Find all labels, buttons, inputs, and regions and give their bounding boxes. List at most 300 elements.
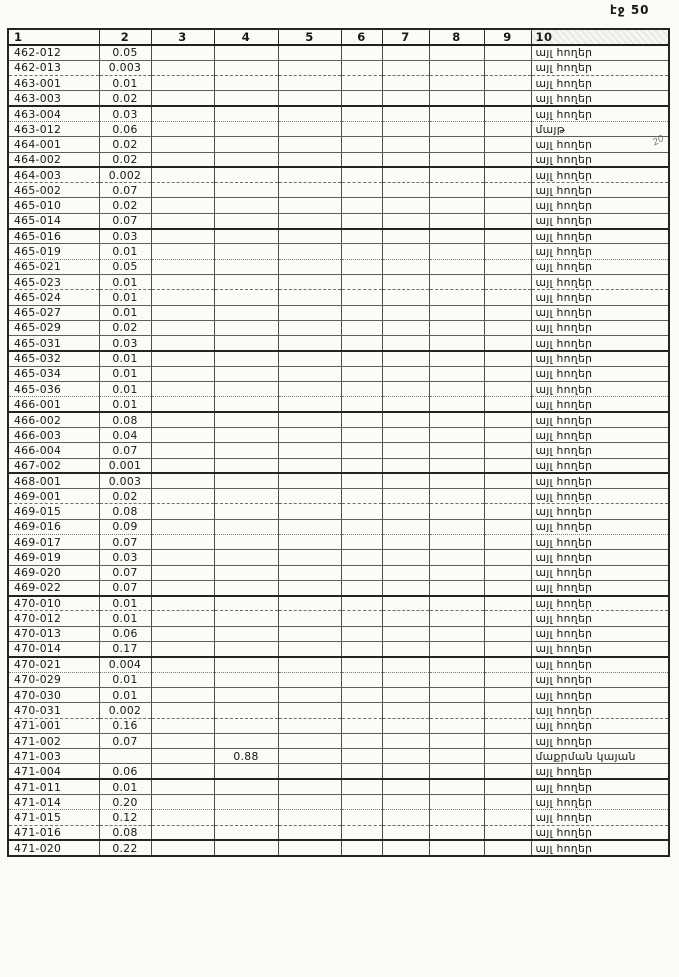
table-cell [341, 642, 382, 657]
table-cell [151, 305, 214, 320]
table-cell [278, 198, 341, 213]
table-cell [429, 703, 484, 718]
table-cell [278, 535, 341, 550]
table-cell [151, 229, 214, 244]
table-cell: այլ հողեր [531, 611, 669, 626]
table-cell [429, 351, 484, 366]
table-cell: այլ հողեր [531, 687, 669, 702]
table-cell [382, 580, 429, 595]
table-cell: 469-022 [8, 580, 99, 595]
table-cell [151, 672, 214, 687]
table-cell [341, 565, 382, 580]
table-cell [151, 535, 214, 550]
table-cell [484, 611, 531, 626]
table-cell [151, 703, 214, 718]
table-cell [341, 427, 382, 442]
table-cell [214, 718, 278, 733]
table-cell: 465-014 [8, 213, 99, 228]
table-cell [278, 840, 341, 855]
table-cell [429, 45, 484, 60]
table-cell [429, 305, 484, 320]
table-row [8, 305, 669, 320]
table-cell [341, 137, 382, 152]
table-cell [278, 519, 341, 534]
table-cell [278, 382, 341, 397]
table-cell [341, 198, 382, 213]
table-cell [429, 749, 484, 764]
handwritten-margin-note: 20 [651, 133, 667, 149]
table-cell [341, 489, 382, 504]
table-cell [484, 764, 531, 779]
table-cell [214, 764, 278, 779]
table-row [8, 106, 669, 121]
table-cell [341, 167, 382, 182]
table-row [8, 382, 669, 397]
table-cell [151, 458, 214, 473]
table-cell: 471-004 [8, 764, 99, 779]
table-cell [429, 320, 484, 335]
table-cell: 0.003 [99, 60, 151, 75]
table-cell [341, 626, 382, 641]
table-cell: այլ հողեր [531, 718, 669, 733]
table-cell: 469-001 [8, 489, 99, 504]
table-row [8, 611, 669, 626]
table-cell [341, 320, 382, 335]
table-cell [278, 229, 341, 244]
table-cell: 470-013 [8, 626, 99, 641]
table-cell [214, 397, 278, 412]
table-cell [341, 672, 382, 687]
table-cell [214, 535, 278, 550]
table-cell [382, 764, 429, 779]
table-cell [382, 611, 429, 626]
table-cell [341, 825, 382, 840]
table-cell: 470-012 [8, 611, 99, 626]
table-row [8, 320, 669, 335]
table-cell: 469-020 [8, 565, 99, 580]
table-cell [341, 274, 382, 289]
table-cell: այլ հողեր [531, 535, 669, 550]
table-cell: մաքրման կայան [531, 749, 669, 764]
table-cell [484, 642, 531, 657]
table-cell [382, 795, 429, 810]
column-header-7: 7 [382, 29, 429, 45]
table-cell [278, 596, 341, 611]
table-cell: 0.02 [99, 198, 151, 213]
table-row [8, 443, 669, 458]
table-cell [278, 76, 341, 91]
column-header-6: 6 [341, 29, 382, 45]
table-row [8, 121, 669, 136]
table-cell [151, 366, 214, 381]
table-row [8, 397, 669, 412]
table-cell [341, 473, 382, 488]
table-cell: այլ հողեր [531, 825, 669, 840]
table-cell [382, 504, 429, 519]
table-cell: 0.07 [99, 565, 151, 580]
table-cell: 0.02 [99, 91, 151, 106]
table-cell: 0.06 [99, 121, 151, 136]
table-cell [429, 596, 484, 611]
table-cell [484, 504, 531, 519]
table-cell: 470-021 [8, 657, 99, 672]
table-cell: այլ հողեր [531, 336, 669, 351]
table-cell: այլ հողեր [531, 259, 669, 274]
table-cell [484, 229, 531, 244]
table-cell [151, 290, 214, 305]
table-cell [278, 779, 341, 794]
table-cell: այլ հողեր [531, 779, 669, 794]
table-row [8, 825, 669, 840]
table-cell [382, 305, 429, 320]
table-cell [214, 351, 278, 366]
table-row [8, 427, 669, 442]
table-cell [341, 718, 382, 733]
column-header-10: 10 [531, 29, 669, 45]
table-cell [382, 366, 429, 381]
table-cell [382, 473, 429, 488]
table-cell [429, 106, 484, 121]
table-cell [341, 244, 382, 259]
table-cell [214, 336, 278, 351]
table-cell [214, 366, 278, 381]
table-cell [278, 427, 341, 442]
table-cell [484, 290, 531, 305]
table-cell: այլ հողեր [531, 458, 669, 473]
table-cell [214, 672, 278, 687]
table-cell [382, 45, 429, 60]
table-cell: 464-003 [8, 167, 99, 182]
table-cell: 469-016 [8, 519, 99, 534]
table-cell [341, 550, 382, 565]
table-cell: 462-012 [8, 45, 99, 60]
table-cell [382, 565, 429, 580]
table-cell: 0.05 [99, 45, 151, 60]
table-cell: 0.02 [99, 320, 151, 335]
table-cell [214, 825, 278, 840]
table-cell [341, 76, 382, 91]
table-cell: 0.04 [99, 427, 151, 442]
table-cell [429, 290, 484, 305]
table-cell [151, 244, 214, 259]
table-cell [278, 320, 341, 335]
table-cell [151, 397, 214, 412]
table-cell [151, 642, 214, 657]
table-cell [341, 382, 382, 397]
table-cell [484, 305, 531, 320]
table-cell [151, 473, 214, 488]
table-cell [484, 336, 531, 351]
table-cell [382, 657, 429, 672]
table-cell: 463-001 [8, 76, 99, 91]
table-cell [429, 229, 484, 244]
table-cell [382, 733, 429, 748]
table-cell [382, 213, 429, 228]
table-cell: 465-032 [8, 351, 99, 366]
table-cell: այլ հողեր [531, 733, 669, 748]
table-row [8, 687, 669, 702]
table-cell: 465-024 [8, 290, 99, 305]
table-cell [484, 213, 531, 228]
table-cell: այլ հողեր [531, 305, 669, 320]
table-cell [484, 703, 531, 718]
table-cell [341, 443, 382, 458]
table-header [8, 29, 669, 45]
table-cell [484, 687, 531, 702]
table-cell [214, 626, 278, 641]
table-cell [278, 137, 341, 152]
table-cell: 0.03 [99, 336, 151, 351]
table-cell [151, 596, 214, 611]
table-cell [151, 504, 214, 519]
table-cell [429, 213, 484, 228]
table-cell [151, 825, 214, 840]
table-cell: 0.01 [99, 687, 151, 702]
table-cell [429, 718, 484, 733]
table-cell [429, 535, 484, 550]
table-cell: 469-019 [8, 550, 99, 565]
table-cell [484, 733, 531, 748]
table-cell [278, 443, 341, 458]
table-cell: 0.09 [99, 519, 151, 534]
table-cell: 0.05 [99, 259, 151, 274]
table-cell [151, 91, 214, 106]
table-cell [484, 519, 531, 534]
table-cell [278, 412, 341, 427]
table-cell [278, 550, 341, 565]
table-cell [484, 60, 531, 75]
table-cell: 0.01 [99, 397, 151, 412]
table-cell: 0.01 [99, 76, 151, 91]
table-cell: այլ հողեր [531, 320, 669, 335]
table-row [8, 60, 669, 75]
table-cell: 465-029 [8, 320, 99, 335]
table-cell: 467-002 [8, 458, 99, 473]
table-cell [429, 274, 484, 289]
table-cell [341, 764, 382, 779]
table-cell [341, 183, 382, 198]
table-cell [484, 183, 531, 198]
table-cell: այլ հողեր [531, 764, 669, 779]
table-cell [484, 458, 531, 473]
table-row [8, 45, 669, 60]
table-cell [214, 213, 278, 228]
table-cell [151, 489, 214, 504]
table-cell [278, 733, 341, 748]
table-row [8, 840, 669, 855]
table-cell [214, 45, 278, 60]
table-row [8, 152, 669, 167]
table-cell [151, 198, 214, 213]
table-cell [151, 152, 214, 167]
table-row [8, 167, 669, 182]
table-cell [278, 167, 341, 182]
table-cell [484, 351, 531, 366]
table-cell [484, 443, 531, 458]
table-cell [484, 121, 531, 136]
table-cell [278, 657, 341, 672]
table-cell [382, 427, 429, 442]
table-cell [341, 657, 382, 672]
table-cell: 466-001 [8, 397, 99, 412]
table-row [8, 657, 669, 672]
table-row [8, 198, 669, 213]
table-cell [214, 642, 278, 657]
table-cell [382, 60, 429, 75]
table-cell [151, 167, 214, 182]
table-cell: այլ հողեր [531, 427, 669, 442]
table-cell [341, 779, 382, 794]
table-cell: այլ հողեր [531, 565, 669, 580]
table-cell [278, 351, 341, 366]
table-cell [341, 60, 382, 75]
table-cell: 471-016 [8, 825, 99, 840]
table-cell [341, 733, 382, 748]
table-cell [484, 795, 531, 810]
table-cell [484, 473, 531, 488]
table-cell [484, 427, 531, 442]
table-cell: այլ հողեր [531, 76, 669, 91]
table-row [8, 229, 669, 244]
table-cell [382, 91, 429, 106]
table-cell [151, 443, 214, 458]
table-row [8, 565, 669, 580]
table-cell: այլ հողեր [531, 213, 669, 228]
table-cell [278, 91, 341, 106]
table-cell [341, 519, 382, 534]
table-cell: 471-002 [8, 733, 99, 748]
table-cell: 470-014 [8, 642, 99, 657]
column-header-8: 8 [429, 29, 484, 45]
table-cell [151, 106, 214, 121]
table-cell [382, 642, 429, 657]
table-cell [382, 244, 429, 259]
table-cell [214, 810, 278, 825]
table-cell [382, 703, 429, 718]
table-cell [382, 672, 429, 687]
table-cell: այլ հողեր [531, 351, 669, 366]
table-cell [429, 458, 484, 473]
table-cell [382, 198, 429, 213]
table-cell: այլ հողեր [531, 596, 669, 611]
table-cell [382, 336, 429, 351]
table-cell [214, 550, 278, 565]
table-cell [214, 76, 278, 91]
table-row [8, 795, 669, 810]
table-cell [278, 305, 341, 320]
table-cell: այլ հողեր [531, 183, 669, 198]
table-cell [429, 764, 484, 779]
table-cell [278, 397, 341, 412]
table-cell [341, 152, 382, 167]
table-cell [484, 76, 531, 91]
table-cell [429, 733, 484, 748]
table-row [8, 733, 669, 748]
table-cell: 0.02 [99, 137, 151, 152]
table-cell: 469-015 [8, 504, 99, 519]
table-cell [341, 106, 382, 121]
table-cell [382, 274, 429, 289]
table-row [8, 91, 669, 106]
table-cell [429, 672, 484, 687]
table-cell: այլ հողեր [531, 626, 669, 641]
table-cell [429, 810, 484, 825]
table-cell [151, 274, 214, 289]
table-cell [151, 60, 214, 75]
table-row [8, 718, 669, 733]
table-cell [151, 764, 214, 779]
table-cell [382, 106, 429, 121]
table-cell [429, 580, 484, 595]
table-cell: 465-027 [8, 305, 99, 320]
table-cell [429, 427, 484, 442]
table-cell [382, 749, 429, 764]
table-cell: այլ հողեր [531, 840, 669, 855]
table-cell [214, 504, 278, 519]
table-cell [484, 106, 531, 121]
column-header-2: 2 [99, 29, 151, 45]
table-row [8, 489, 669, 504]
table-cell [151, 657, 214, 672]
table-cell [429, 167, 484, 182]
table-cell [341, 580, 382, 595]
table-cell [429, 397, 484, 412]
table-cell: 0.88 [214, 749, 278, 764]
table-cell [484, 320, 531, 335]
table-cell [151, 687, 214, 702]
table-cell [382, 626, 429, 641]
table-cell [341, 45, 382, 60]
table-cell [382, 550, 429, 565]
table-cell: 0.03 [99, 229, 151, 244]
table-cell [429, 504, 484, 519]
table-cell [484, 810, 531, 825]
table-cell: այլ հողեր [531, 366, 669, 381]
table-cell [484, 91, 531, 106]
table-cell [151, 213, 214, 228]
table-row [8, 412, 669, 427]
table-cell [341, 412, 382, 427]
table-cell [278, 458, 341, 473]
table-cell [151, 626, 214, 641]
land-records-table [7, 28, 670, 857]
table-cell [382, 825, 429, 840]
table-cell: այլ հողեր [531, 91, 669, 106]
table-cell [382, 152, 429, 167]
table-cell [341, 351, 382, 366]
table-row [8, 290, 669, 305]
table-cell: 0.07 [99, 443, 151, 458]
table-cell: այլ հողեր [531, 795, 669, 810]
table-cell [151, 565, 214, 580]
table-row [8, 259, 669, 274]
records-tbody [8, 45, 669, 856]
table-cell [214, 167, 278, 182]
table-cell [341, 795, 382, 810]
table-cell [214, 580, 278, 595]
table-cell [214, 106, 278, 121]
table-cell [429, 795, 484, 810]
table-cell [429, 336, 484, 351]
table-cell [278, 626, 341, 641]
table-row [8, 810, 669, 825]
table-row [8, 535, 669, 550]
table-cell [214, 259, 278, 274]
table-cell [429, 519, 484, 534]
column-header-3: 3 [151, 29, 214, 45]
table-row [8, 764, 669, 779]
table-cell [214, 840, 278, 855]
